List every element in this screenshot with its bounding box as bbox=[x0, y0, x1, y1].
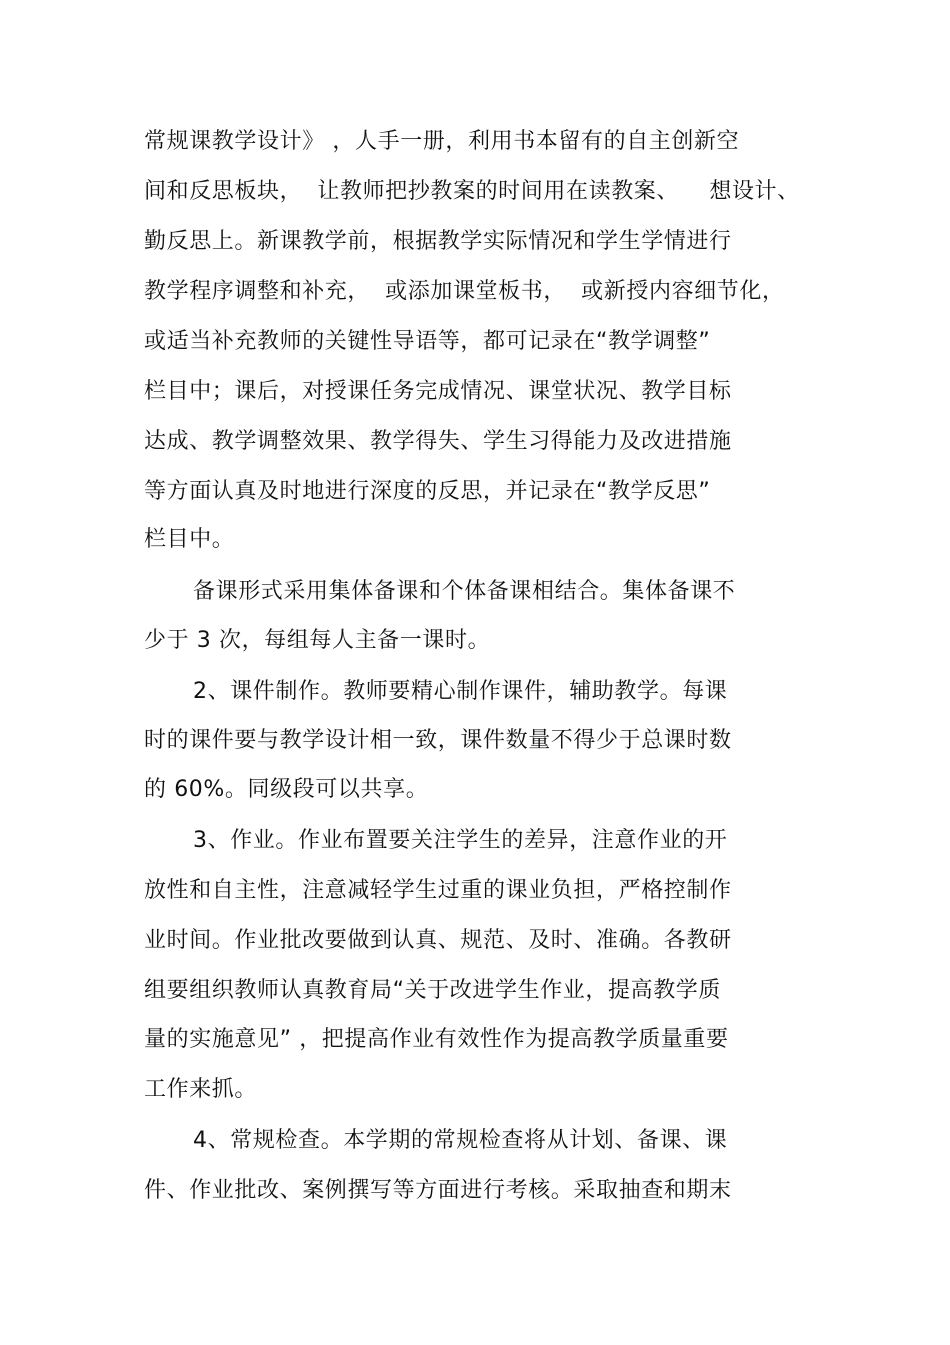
text-line: 量的实施意见” ，把提高作业有效性作为提高教学质量重要 bbox=[144, 1027, 729, 1052]
text-line: 件、作业批改、案例撰写等方面进行考核。采取抽查和期末 bbox=[144, 1178, 732, 1203]
text-line: 放性和自主性，注意减轻学生过重的课业负担，严格控制作 bbox=[144, 878, 732, 903]
text-line: 勤反思上。新课教学前，根据教学实际情况和学生学情进行 bbox=[144, 229, 732, 254]
text-line: 达成、教学调整效果、教学得失、学生习得能力及改进措施 bbox=[144, 429, 732, 454]
text-line: 或适当补充教师的关键性导语等，都可记录在“教学调整” bbox=[144, 329, 711, 354]
text-line: 的 60%。同级段可以共享。 bbox=[144, 777, 429, 802]
text-line: 栏目中；课后，对授课任务完成情况、课堂状况、教学目标 bbox=[144, 379, 732, 404]
text-line: 时的课件要与教学设计相一致，课件数量不得少于总课时数 bbox=[144, 728, 732, 753]
text-line: 常规课教学设计》 ，人手一册，利用书本留有的自主创新空 bbox=[144, 129, 740, 154]
text-line: 业时间。作业批改要做到认真、规范、及时、准确。各教研 bbox=[144, 928, 732, 953]
text-line: 工作来抓。 bbox=[144, 1077, 258, 1102]
text-line: 4、常规检查。本学期的常规检查将从计划、备课、课 bbox=[193, 1128, 728, 1153]
text-line: 3、作业。作业布置要关注学生的差异，注意作业的开 bbox=[193, 828, 728, 853]
text-line: 少于 3 次，每组每人主备一课时。 bbox=[144, 628, 491, 653]
text-line: 备课形式采用集体备课和个体备课相结合。集体备课不 bbox=[193, 579, 736, 604]
text-line: 等方面认真及时地进行深度的反思，并记录在“教学反思” bbox=[144, 479, 711, 504]
text-line: 组要组织教师认真教育局“关于改进学生作业，提高教学质 bbox=[144, 978, 721, 1003]
text-line: 间和反思板块， 让教师把抄教案的时间用在读教案、 想设计、 bbox=[144, 179, 800, 204]
text-line: 教学程序调整和补充， 或添加课堂板书， 或新授内容细节化， bbox=[144, 279, 785, 304]
text-line: 2、课件制作。教师要精心制作课件，辅助教学。每课 bbox=[193, 679, 728, 704]
text-line: 栏目中。 bbox=[144, 527, 235, 552]
